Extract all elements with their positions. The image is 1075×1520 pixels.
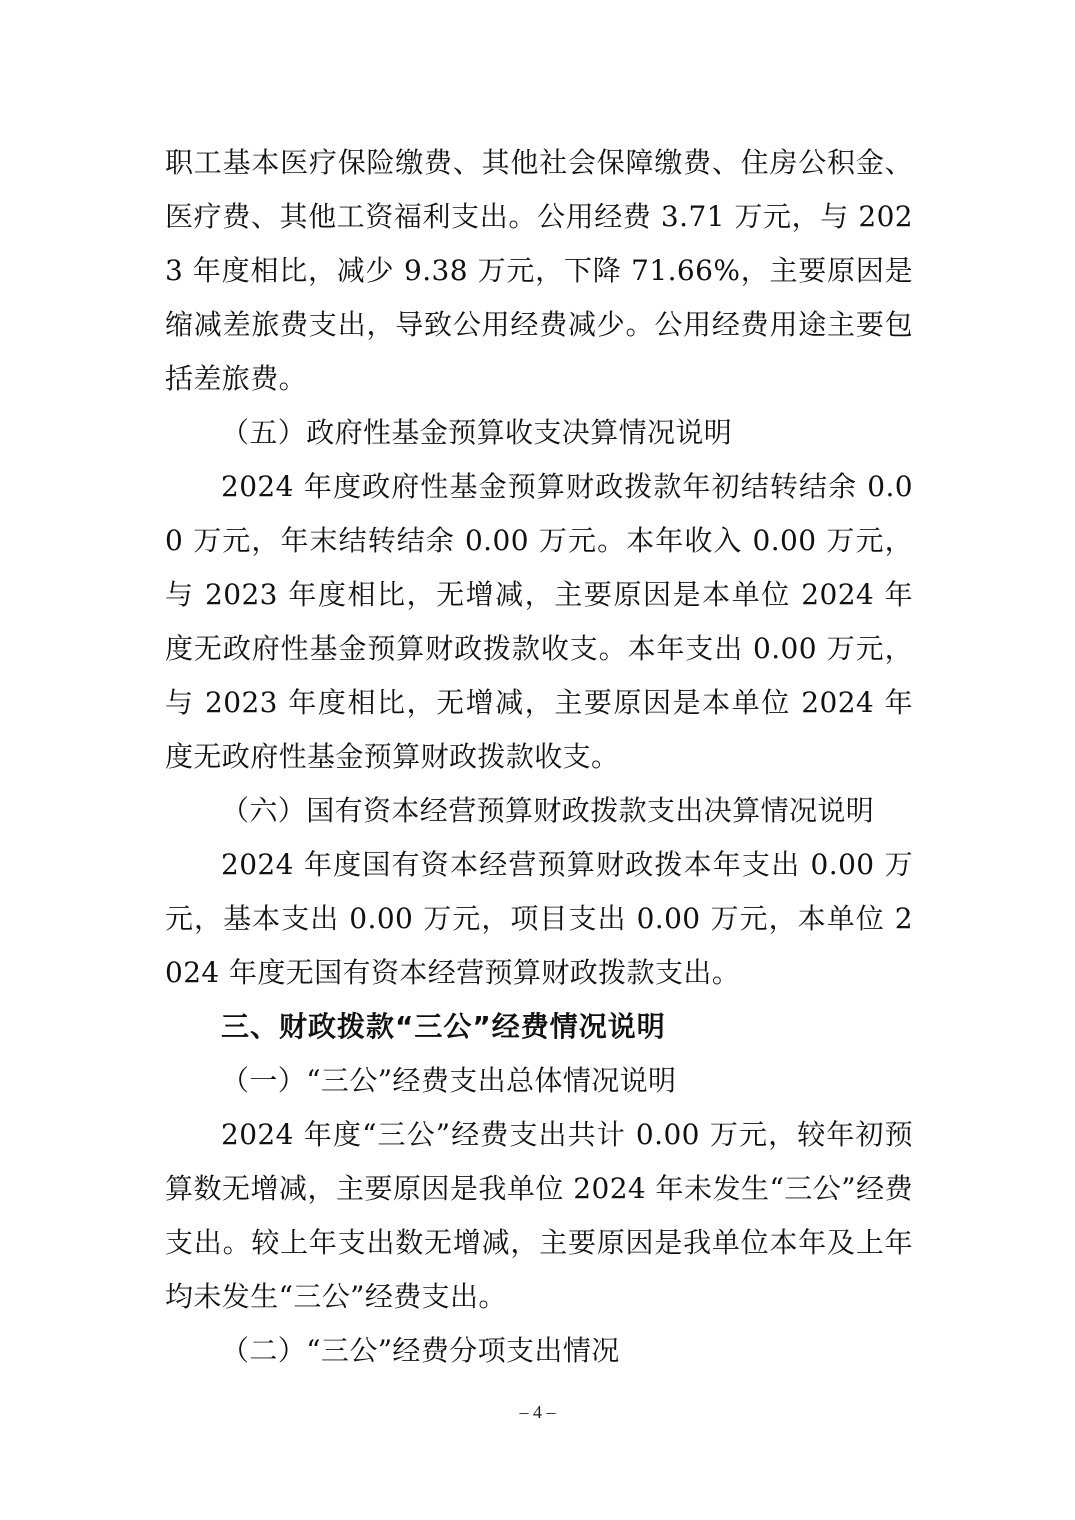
paragraph-three-public-overall: 2024 年度“三公”经费支出共计 0.00 万元，较年初预算数无增减，主要原因是我单位 2024 年未发生“三公”经费支出。较上年支出数无增减，主要原因是我单位本年及上年均未发生“三公”经费支出。 <box>165 1118 913 1313</box>
heading-state-capital-budget: （六）国有资本经营预算财政拨款支出决算情况说明 <box>221 794 875 827</box>
section-heading-three-public-expenses: 三、财政拨款“三公”经费情况说明 <box>221 1010 666 1043</box>
paragraph-government-fund-budget: 2024 年度政府性基金预算财政拨款年初结转结余 0.00 万元，年末结转结余 0.00 万元。本年收入 0.00 万元，与 2023 年度相比，无增减，主要原因是本单位 2024 年度无政府性基金预算财政拨款收支。本年支出 0.00 万元，与 2023 年度相比，无增减，主要原因是本单位 2024 年度无政府性基金预算财政拨款收支。 <box>165 470 913 773</box>
document-body <box>165 136 913 1378</box>
heading-three-public-itemized: （二）“三公”经费分项支出情况 <box>221 1334 620 1367</box>
heading-three-public-overall: （一）“三公”经费支出总体情况说明 <box>221 1064 677 1097</box>
page-number: – 4 – <box>519 1402 556 1422</box>
heading-government-fund-budget: （五）政府性基金预算收支决算情况说明 <box>221 416 733 449</box>
paragraph-public-expenses: 职工基本医疗保险缴费、其他社会保障缴费、住房公积金、医疗费、其他工资福利支出。公用经费 3.71 万元，与 2023 年度相比，减少 9.38 万元，下降 71.66%，主要原因是缩减差旅费支出，导致公用经费减少。公用经费用途主要包括差旅费。 <box>165 146 913 395</box>
paragraph-state-capital-budget: 2024 年度国有资本经营预算财政拨本年支出 0.00 万元，基本支出 0.00 万元，项目支出 0.00 万元，本单位 2024 年度无国有资本经营预算财政拨款支出。 <box>165 848 913 989</box>
